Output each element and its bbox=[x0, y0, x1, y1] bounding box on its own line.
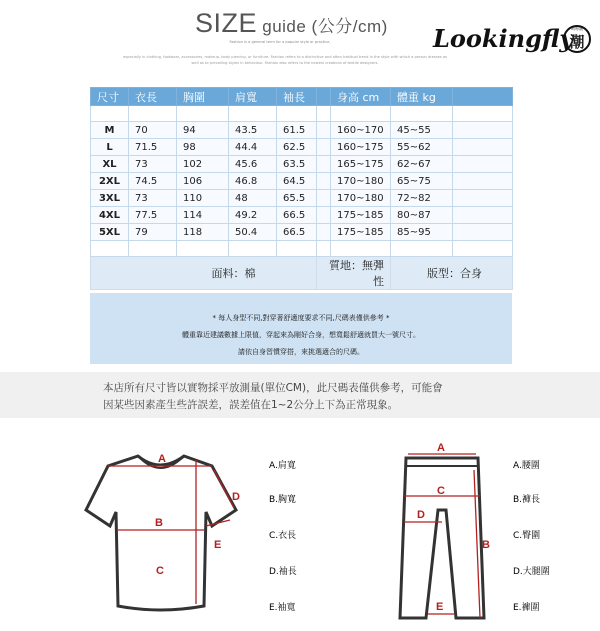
table-cell: 73 bbox=[129, 156, 177, 173]
disclaimer-line1: 本店所有尺寸皆以實物採平放測量(單位CM)，此尺碼表僅供參考，可能會 bbox=[103, 382, 443, 394]
pants-letter-d: D bbox=[417, 509, 425, 521]
size-table bbox=[90, 87, 513, 290]
pants-letter-b: B bbox=[482, 539, 490, 551]
shirt-diagram bbox=[0, 440, 300, 631]
shirt-letter-e: E bbox=[214, 539, 222, 551]
table-cell bbox=[453, 139, 513, 156]
table-cell: 49.2 bbox=[229, 207, 277, 224]
table-cell: 73 bbox=[129, 190, 177, 207]
table-cell: 170~180 bbox=[331, 173, 391, 190]
table-row bbox=[91, 156, 513, 173]
table-cell: 98 bbox=[177, 139, 229, 156]
table-cell: 62~67 bbox=[391, 156, 453, 173]
table-cell bbox=[317, 139, 331, 156]
table-cell: 48 bbox=[229, 190, 277, 207]
table-cell: 114 bbox=[177, 207, 229, 224]
table-cell bbox=[453, 122, 513, 139]
table-row bbox=[91, 173, 513, 190]
notes-line3: 請依自身習慣穿搭，來挑選適合的尺碼。 bbox=[238, 348, 364, 356]
table-cell: 106 bbox=[177, 173, 229, 190]
shirt-label-e: E.袖寬 bbox=[269, 603, 296, 613]
size-cell: 5XL bbox=[91, 224, 129, 241]
size-cell: 2XL bbox=[91, 173, 129, 190]
seal-big-text: 潮 bbox=[569, 33, 585, 51]
size-cell: 3XL bbox=[91, 190, 129, 207]
pants-label-b: B.褲長 bbox=[513, 495, 541, 505]
table-cell: 72~82 bbox=[391, 190, 453, 207]
table-cell: 63.5 bbox=[277, 156, 317, 173]
notes-line1: * 每人身型不同,對穿著舒適度要求不同,尺碼表僅供參考 * bbox=[212, 314, 390, 322]
fit-text: 版型：合身 bbox=[391, 257, 513, 290]
size-cell: 4XL bbox=[91, 207, 129, 224]
table-cell: 71.5 bbox=[129, 139, 177, 156]
table-cell: 61.5 bbox=[277, 122, 317, 139]
table-cell: 175~185 bbox=[331, 224, 391, 241]
table-cell: 50.4 bbox=[229, 224, 277, 241]
title-unit: guide (公分/cm) bbox=[257, 17, 388, 36]
table-cell: 65.5 bbox=[277, 190, 317, 207]
table-row bbox=[91, 224, 513, 241]
table-cell: 80~87 bbox=[391, 207, 453, 224]
col-header: 袖長 bbox=[277, 88, 317, 106]
size-cell: L bbox=[91, 139, 129, 156]
spacer-row bbox=[91, 106, 513, 122]
shirt-letter-d: D bbox=[232, 491, 240, 503]
fabric-text: 面料：棉 bbox=[91, 257, 317, 290]
table-row bbox=[91, 139, 513, 156]
pants-letter-e: E bbox=[436, 601, 444, 613]
table-cell: 45~55 bbox=[391, 122, 453, 139]
table-cell: 79 bbox=[129, 224, 177, 241]
table-cell bbox=[317, 224, 331, 241]
table-cell bbox=[453, 190, 513, 207]
table-cell: 85~95 bbox=[391, 224, 453, 241]
col-header: 衣長 bbox=[129, 88, 177, 106]
table-cell: 170~180 bbox=[331, 190, 391, 207]
spacer-row bbox=[91, 241, 513, 257]
table-cell: 160~175 bbox=[331, 139, 391, 156]
table-cell: 66.5 bbox=[277, 224, 317, 241]
table-cell bbox=[317, 122, 331, 139]
disclaimer-box bbox=[0, 372, 600, 418]
title-main: SIZE bbox=[195, 8, 258, 38]
size-cell: M bbox=[91, 122, 129, 139]
texture-text: 質地：無彈性 bbox=[317, 257, 391, 290]
table-cell bbox=[453, 207, 513, 224]
pants-letter-a: A bbox=[437, 442, 445, 454]
brand-logo: Lookingfly bbox=[433, 24, 574, 53]
pants-label-a: A.腰圍 bbox=[513, 461, 540, 471]
shirt-letter-c: C bbox=[156, 565, 164, 577]
size-guide-title bbox=[195, 8, 388, 39]
table-cell: 46.8 bbox=[229, 173, 277, 190]
table-cell bbox=[317, 190, 331, 207]
table-cell: 62.5 bbox=[277, 139, 317, 156]
table-cell: 118 bbox=[177, 224, 229, 241]
table-row bbox=[91, 190, 513, 207]
table-cell: 64.5 bbox=[277, 173, 317, 190]
table-cell: 175~185 bbox=[331, 207, 391, 224]
table-cell: 45.6 bbox=[229, 156, 277, 173]
table-header-row bbox=[91, 88, 513, 106]
table-cell bbox=[453, 156, 513, 173]
table-cell bbox=[453, 173, 513, 190]
subtitle-line2: especially in clothing, footwear, accessories, makeup, body piercing, or furniture. Fashion refers to a distinctive and often habitual trend in the style with which a person dresses as well as to prevailing styles in behaviour. Fashion also refers to the newest creations of textile designers. bbox=[123, 55, 447, 65]
shirt-outline bbox=[86, 456, 236, 610]
table-cell bbox=[317, 156, 331, 173]
size-cell: XL bbox=[91, 156, 129, 173]
table-row bbox=[91, 122, 513, 139]
shirt-label-a: A.肩寬 bbox=[269, 461, 296, 471]
table-cell: 94 bbox=[177, 122, 229, 139]
table-cell: 165~175 bbox=[331, 156, 391, 173]
table-cell: 74.5 bbox=[129, 173, 177, 190]
pants-label-d: D.大腿圍 bbox=[513, 567, 550, 577]
table-cell: 55~62 bbox=[391, 139, 453, 156]
table-cell: 66.5 bbox=[277, 207, 317, 224]
pants-diagram bbox=[300, 440, 600, 631]
fabric-row bbox=[91, 257, 513, 290]
table-cell bbox=[317, 207, 331, 224]
shirt-label-c: C.衣長 bbox=[269, 531, 297, 541]
table-cell: 43.5 bbox=[229, 122, 277, 139]
table-cell bbox=[317, 173, 331, 190]
col-header: 身高 cm bbox=[331, 88, 391, 106]
shirt-letter-b: B bbox=[155, 517, 163, 529]
subtitle-line1: Fashion is a general term for a popular style or practice, bbox=[229, 40, 331, 44]
col-header bbox=[453, 88, 513, 106]
table-cell: 160~170 bbox=[331, 122, 391, 139]
table-cell: 65~75 bbox=[391, 173, 453, 190]
col-header bbox=[317, 88, 331, 106]
col-header: 肩寬 bbox=[229, 88, 277, 106]
table-cell: 44.4 bbox=[229, 139, 277, 156]
col-header: 體重 kg bbox=[391, 88, 453, 106]
table-cell: 110 bbox=[177, 190, 229, 207]
table-cell: 77.5 bbox=[129, 207, 177, 224]
pants-letter-c: C bbox=[437, 485, 445, 497]
brand-seal-icon bbox=[563, 25, 591, 53]
shirt-label-b: B.胸寬 bbox=[269, 495, 297, 505]
table-cell bbox=[453, 224, 513, 241]
col-header: 尺寸 bbox=[91, 88, 129, 106]
pants-label-c: C.臀圍 bbox=[513, 531, 541, 541]
pants-label-e: E.褲圍 bbox=[513, 603, 540, 613]
shirt-label-d: D.袖長 bbox=[269, 567, 297, 577]
notes-line2: 體重靠近建議數據上限值，穿起來為剛好合身，想寬鬆舒適就買大一號尺寸。 bbox=[182, 331, 420, 339]
table-row bbox=[91, 207, 513, 224]
notes-box bbox=[90, 293, 512, 364]
seal-small-text: 呵呀潮 bbox=[571, 26, 583, 31]
col-header: 胸圍 bbox=[177, 88, 229, 106]
shirt-letter-a: A bbox=[158, 453, 166, 465]
table-cell: 70 bbox=[129, 122, 177, 139]
disclaimer-line2: 因某些因素產生些許誤差，誤差值在1~2公分上下為正常現象。 bbox=[103, 399, 399, 411]
pants-outline bbox=[400, 458, 484, 618]
table-cell: 102 bbox=[177, 156, 229, 173]
